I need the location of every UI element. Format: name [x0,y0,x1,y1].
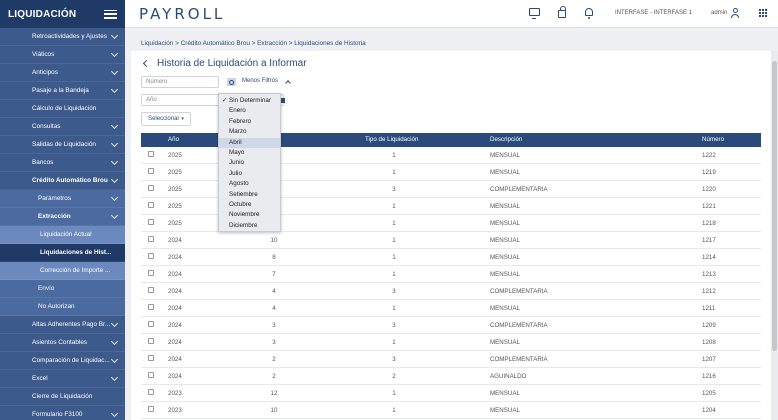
dropdown-option[interactable]: Enero [229,107,246,115]
sidebar-item[interactable] [0,100,125,118]
chevron-down-icon [111,157,118,164]
dropdown-option[interactable]: Noviembre [229,211,260,219]
row-checkbox[interactable] [148,185,154,191]
cell-ano: 2025 [168,203,182,210]
interfase-label[interactable]: INTERFASE - INTERFASE 1 [615,10,693,16]
cell-tipo: 2 [392,373,396,380]
cell-tipo: 1 [392,237,396,244]
sidebar-item[interactable] [0,46,125,64]
cell-tipo: 1 [392,169,396,176]
sidebar-item[interactable] [0,172,125,190]
table-row[interactable] [141,385,761,402]
cell-mes: 12 [270,390,278,397]
sidebar-item[interactable] [0,298,125,316]
chevron-up-icon[interactable] [285,80,291,86]
cell-mes: 2 [272,373,276,380]
cell-ano: 2024 [168,373,182,380]
sidebar-item[interactable] [0,370,125,388]
dropdown-option[interactable]: Mayo [229,148,245,156]
sidebar-item[interactable] [0,406,125,420]
cell-ano: 2024 [168,254,182,261]
chevron-down-icon [111,67,118,74]
numero-input[interactable]: Número [141,76,219,88]
table-row[interactable] [141,351,761,368]
chevron-down-icon [111,337,118,344]
sidebar-item[interactable] [0,280,125,298]
cell-mes: 7 [272,271,276,278]
chevron-down-icon [111,139,118,146]
sidebar-item-label: Cierre de Liquidación [32,393,93,400]
sidebar-item[interactable] [0,208,125,226]
dropdown-option[interactable]: Febrero [229,117,252,125]
dropdown-option[interactable]: Setiembre [229,190,258,198]
sidebar-item-label: Crédito Automático Brou [32,177,108,184]
chevron-down-icon [111,373,118,380]
topbar [125,0,778,28]
cell-desc: MENSUAL [490,407,520,414]
cell-tipo: 1 [392,220,396,227]
cell-mes: 4 [272,288,276,295]
dropdown-option[interactable]: Junio [229,159,245,167]
sidebar-item-label: Comparación de Liquidac... [32,357,110,364]
sidebar-item[interactable] [0,226,125,244]
cell-tipo: 3 [392,288,396,295]
cell-tipo: 1 [392,407,396,414]
cell-num: 1209 [702,322,716,329]
cell-num: 1211 [702,305,716,312]
sidebar-item-label: Liquidación Actual [40,231,92,238]
chevron-down-icon [111,31,118,38]
cell-tipo: 3 [392,186,396,193]
search-filter-icon[interactable] [227,78,236,86]
cell-desc: COMPLEMENTARIA [490,288,548,295]
cell-mes: 4 [272,305,276,312]
chevron-down-icon [111,355,118,362]
cell-ano: 2024 [168,237,182,244]
row-checkbox[interactable] [148,270,154,276]
sidebar-item-label: Retroactividades y Ajustes [32,33,107,40]
cell-desc: COMPLEMENTARIA [490,186,548,193]
app-brand: LIQUIDACIÓN [8,8,77,20]
sidebar-item-label: Consultas [32,123,61,130]
sidebar-item-label: Corrección de Importe ... [40,267,111,274]
chevron-down-icon [111,85,118,92]
table-row[interactable] [141,402,761,419]
cell-desc: MENSUAL [490,203,520,210]
cell-num: 1218 [702,220,716,227]
cell-ano: 2024 [168,339,182,346]
dropdown-option[interactable]: ✓ Sin Determinar [219,96,280,106]
cell-ano: 2025 [168,220,182,227]
sidebar-item[interactable] [0,352,125,370]
scrollbar[interactable] [771,51,778,420]
row-checkbox[interactable] [148,321,154,327]
sidebar-item-label: Formulario F3100 [32,411,83,418]
cell-num: 1214 [702,254,716,261]
header-descripcion[interactable]: Descripción [490,136,523,143]
dropdown-option[interactable]: Agosto [229,180,249,188]
sidebar [0,0,125,420]
sidebar-item-label: Salidas de Liquidación [32,141,96,148]
table-row[interactable] [141,283,761,300]
lock-icon[interactable] [558,10,566,18]
apps-grid-icon[interactable] [759,9,767,17]
table-row[interactable] [141,317,761,334]
cell-desc: MENSUAL [490,254,520,261]
dropdown-option[interactable]: Marzo [229,128,247,136]
row-checkbox[interactable] [148,406,154,412]
table-row[interactable] [141,334,761,351]
table-row[interactable] [141,266,761,283]
sidebar-item[interactable] [0,334,125,352]
sidebar-item[interactable] [0,316,125,334]
row-checkbox[interactable] [148,168,154,174]
chevron-down-icon [111,175,118,182]
cell-tipo: 1 [392,254,396,261]
row-checkbox[interactable] [148,304,154,310]
dropdown-option[interactable]: Diciembre [229,221,258,229]
chevron-down-icon [111,211,118,218]
cell-mes: 2 [272,356,276,363]
sidebar-header [0,0,125,28]
sidebar-menu [0,28,125,420]
cell-num: 1207 [702,356,716,363]
cell-desc: COMPLEMENTARIA [490,356,548,363]
table-row[interactable] [141,300,761,317]
cell-tipo: 1 [392,271,396,278]
row-checkbox[interactable] [148,338,154,344]
back-chevron-icon[interactable] [143,60,150,67]
cell-num: 1205 [702,390,716,397]
cell-desc: MENSUAL [490,220,520,227]
ano-select[interactable]: Año [141,94,284,106]
seleccionar-button[interactable] [141,112,191,126]
menos-filtros-link[interactable]: Menos Filtros [242,78,279,84]
cell-tipo: 3 [392,322,396,329]
dropdown-option[interactable]: Julio [229,169,242,177]
table-row[interactable] [141,368,761,385]
cell-mes: 3 [272,322,276,329]
chevron-down-icon [111,409,118,416]
title-row [141,58,307,69]
cell-desc: MENSUAL [490,152,520,159]
sidebar-item-label: Asientos Contables [32,339,88,346]
sidebar-item-label: Excel [32,375,48,382]
cell-num: 1208 [702,339,716,346]
header-ano[interactable]: Año [168,136,180,143]
cell-tipo: 1 [392,390,396,397]
sidebar-item-label: Cálculo de Liquidación [32,105,97,112]
dropdown-option[interactable]: Abril [219,138,280,148]
cell-num: 1221 [702,203,716,210]
header-tipo[interactable]: Tipo de Liquidación [365,136,419,143]
sidebar-item-label: No Autorizan [38,303,75,310]
chevron-down-icon [111,193,118,200]
cell-ano: 2023 [168,407,182,414]
cell-ano: 2024 [168,305,182,312]
cell-desc: MENSUAL [490,271,520,278]
dropdown-option[interactable]: Octubre [229,200,252,208]
sidebar-item-label: Extracción [38,213,71,220]
table-row[interactable] [141,249,761,266]
cell-num: 1213 [702,271,716,278]
sidebar-item-label: Liquidaciones de Hist... [40,249,112,256]
cell-desc: MENSUAL [490,390,520,397]
chevron-down-icon [111,121,118,128]
sidebar-item-label: Pasaje a la Bandeja [32,87,89,94]
sidebar-item[interactable] [0,154,125,172]
row-checkbox[interactable] [148,355,154,361]
cell-ano: 2024 [168,322,182,329]
cell-ano: 2025 [168,169,182,176]
user-name[interactable]: admin [711,10,728,16]
cell-desc: MENSUAL [490,169,520,176]
cell-ano: 2023 [168,390,182,397]
row-checkbox[interactable] [148,219,154,225]
row-checkbox[interactable] [148,236,154,242]
cell-desc: COMPLEMENTARIA [490,322,548,329]
sidebar-item-label: Parámetros [38,195,72,202]
sidebar-item-label: Bancos [32,159,54,166]
cell-num: 1204 [702,407,716,414]
cell-tipo: 1 [392,152,396,159]
mes-dropdown [218,93,281,232]
scrollbar-thumb[interactable] [772,61,777,351]
header-numero[interactable]: Número [702,136,725,143]
row-checkbox[interactable] [148,151,154,157]
user-icon[interactable] [731,8,739,19]
row-checkbox[interactable] [148,372,154,378]
row-checkbox[interactable] [148,287,154,293]
seleccionar-label: Seleccionar [148,116,180,122]
cell-mes: 8 [272,254,276,261]
caret-down-icon: ▾ [181,116,184,122]
cell-ano: 2025 [168,186,182,193]
cell-ano: 2024 [168,288,182,295]
monitor-icon[interactable] [529,8,540,16]
breadcrumb[interactable]: Liquidación > Crédito Automático Brou > Extracción > Liquidaciones de Historia [141,40,366,47]
payroll-logo: PAYROLL [139,5,226,23]
cell-desc: MENSUAL [490,339,520,346]
sidebar-item[interactable] [0,136,125,154]
menu-icon[interactable] [104,10,117,19]
cell-mes: 10 [270,237,278,244]
cell-mes: 3 [272,339,276,346]
cell-ano: 2025 [168,152,182,159]
sidebar-item[interactable] [0,118,125,136]
chevron-down-icon [111,319,118,326]
table-row[interactable] [141,232,761,249]
row-checkbox[interactable] [148,202,154,208]
cell-desc: MENSUAL [490,305,520,312]
row-checkbox[interactable] [148,253,154,259]
sidebar-item-label: Altas Adherentes Pago Br... [32,321,111,328]
cell-ano: 2024 [168,356,182,363]
cell-num: 1219 [702,169,716,176]
cell-num: 1220 [702,186,716,193]
cell-ano: 2024 [168,271,182,278]
row-checkbox[interactable] [148,389,154,395]
sidebar-item[interactable] [0,64,125,82]
sidebar-item[interactable] [0,244,125,262]
cell-tipo: 3 [392,356,396,363]
cell-mes: 10 [270,407,278,414]
bell-icon[interactable] [585,8,593,16]
cell-num: 1216 [702,373,716,380]
cell-tipo: 1 [392,339,396,346]
sidebar-item[interactable] [0,82,125,100]
cell-num: 1222 [702,152,716,159]
sidebar-item[interactable] [0,28,125,46]
chevron-down-icon [111,49,118,56]
cell-desc: MENSUAL [490,237,520,244]
cell-tipo: 1 [392,305,396,312]
cell-desc: AGUINALDO [490,373,527,380]
cell-num: 1212 [702,288,716,295]
sidebar-item[interactable] [0,388,125,406]
cell-num: 1217 [702,237,716,244]
sidebar-item-label: Viáticos [32,51,55,58]
sidebar-item-label: Anticipos [32,69,58,76]
page-title: Historia de Liquidación a Informar [157,58,307,69]
sidebar-item[interactable] [0,262,125,280]
sidebar-item[interactable] [0,190,125,208]
cell-tipo: 1 [392,203,396,210]
sidebar-item-label: Envío [38,285,55,292]
